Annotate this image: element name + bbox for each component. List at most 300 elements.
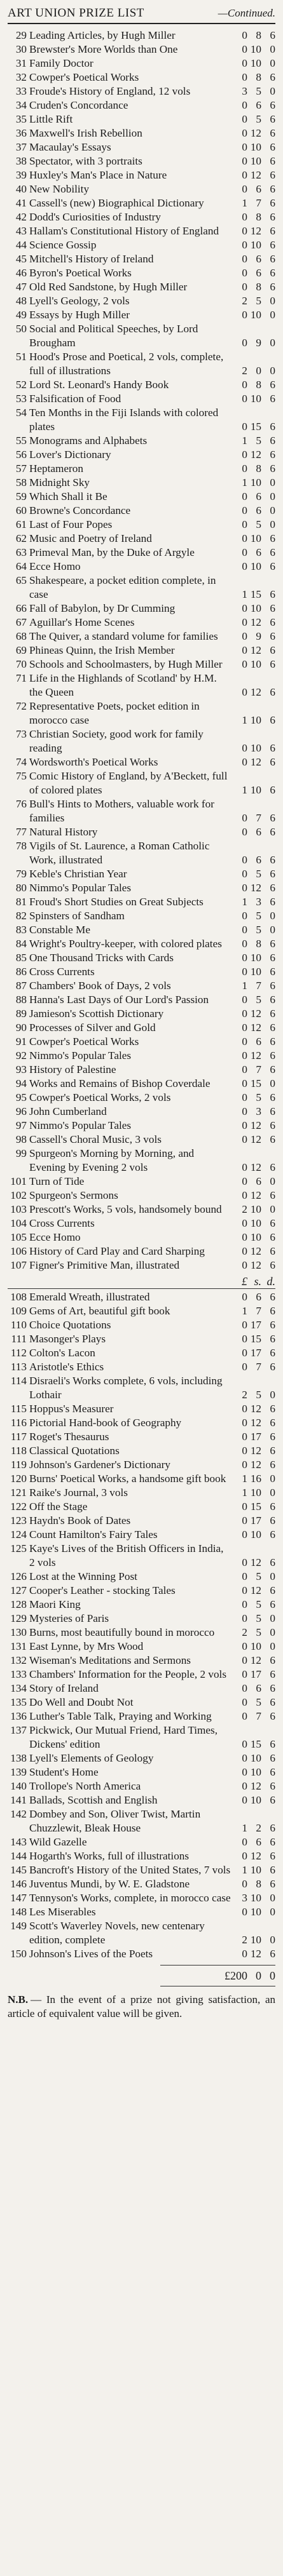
prize-item [8,266,275,280]
price-shillings: 8 [256,281,261,293]
price-shillings: 10 [250,155,261,167]
price-pounds: 0 [242,630,247,642]
price-pounds: 0 [242,421,247,433]
prize-item [8,839,275,867]
price-shillings: 5 [256,85,261,97]
price-pounds: 0 [242,490,247,502]
price-pounds: 0 [242,1077,247,1089]
price-shillings: 17 [250,1319,261,1331]
prize-item [8,1203,275,1217]
prize-item [8,1472,275,1486]
price-pence: 6 [270,253,275,265]
pence-column-header: d. [266,1275,275,1288]
prize-number: 104 [10,1217,27,1229]
price-pounds: 0 [242,169,247,181]
prize-item [8,462,275,476]
price-pence: 6 [270,1500,275,1513]
price-shillings: 12 [250,1259,261,1271]
price-pence: 0 [270,490,275,502]
prize-title: Spectator, with 3 portraits [29,155,142,167]
prize-item [8,182,275,196]
price-pounds: 0 [242,1836,247,1848]
prize-title: Hallam's Constitutional History of England [29,225,219,237]
prize-number: 116 [10,1417,27,1429]
prize-item [8,951,275,965]
price-shillings: 5 [256,518,261,530]
price-pounds: 0 [242,1319,247,1331]
price-pounds: 0 [242,1598,247,1610]
price-shillings: 12 [250,1022,261,1034]
price-pence: 6 [270,630,275,642]
price-pence: 0 [270,476,275,489]
prize-item [8,630,275,644]
prize-number: 136 [10,1710,27,1722]
prize-item [8,1304,275,1318]
price-pence: 6 [270,1445,275,1457]
pounds-column-header: £ [242,1275,247,1288]
price-pence: 6 [270,1417,275,1429]
prize-title: Which Shall it Be [29,490,107,502]
price-pence: 6 [270,602,275,614]
price-pounds: 0 [242,1850,247,1862]
price-shillings: 8 [256,379,261,391]
prize-number: 149 [10,1920,27,1932]
price-pounds: 0 [242,379,247,391]
prize-number: 74 [15,756,27,768]
price-pence: 6 [270,784,275,796]
prize-title: Midnight Sky [29,476,90,489]
prize-title: Wild Gazelle [29,1836,87,1848]
prize-item [8,434,275,448]
price-pounds: 0 [242,281,247,293]
price-shillings: 16 [250,1473,261,1485]
prize-number: 39 [15,169,27,181]
prize-number: 67 [15,616,27,628]
prize-item [8,1374,275,1402]
price-pounds: 0 [242,113,247,125]
price-pounds: 0 [242,1347,247,1359]
prize-number: 123 [10,1514,27,1527]
prize-number: 145 [10,1864,27,1876]
prize-item [8,1668,275,1682]
price-pounds: 0 [242,812,247,824]
prize-item [8,210,275,224]
total-pence: 0 [270,1969,275,1982]
prize-title: Social and Political Speeches, by Lord Brougham [29,323,198,349]
price-pence: 6 [270,1361,275,1373]
price-pounds: 2 [242,1934,247,1946]
prize-number: 65 [15,574,27,586]
price-pence: 0 [270,1934,275,1946]
price-pence: 6 [270,448,275,461]
prize-item [8,1077,275,1091]
price-pence: 6 [270,462,275,475]
prize-item [8,294,275,308]
price-pence: 0 [270,309,275,321]
prize-title: Cassell's (new) Biographical Dictionary [29,197,204,209]
price-pence: 6 [270,1333,275,1345]
prize-title: Lord St. Leonard's Handy Book [29,379,169,391]
price-pence: 6 [270,71,275,83]
price-pence: 6 [270,1403,275,1415]
price-shillings: 10 [250,1217,261,1229]
price-pounds: 1 [242,1473,247,1485]
price-pounds: 0 [242,29,247,41]
price-pence: 6 [270,197,275,209]
price-pounds: 2 [242,295,247,307]
price-pence: 6 [270,994,275,1006]
price-shillings: 6 [256,1682,261,1694]
prize-title: Heptameron [29,462,83,475]
price-shillings: 10 [250,393,261,405]
price-shillings: 5 [256,994,261,1006]
price-shillings: 6 [256,183,261,195]
price-pounds: 0 [242,1794,247,1806]
price-pounds: 0 [242,658,247,670]
prize-item [8,1021,275,1035]
price-pence: 6 [270,1049,275,1062]
prize-title: Browne's Concordance [29,504,131,516]
price-shillings: 12 [250,1780,261,1792]
prize-title: Roget's Thesaurus [29,1431,109,1443]
prize-number: 143 [10,1836,27,1848]
prize-title: Pickwick, Our Mutual Friend, Hard Times, Dickens' edition [29,1724,217,1750]
price-shillings: 5 [256,435,261,447]
price-pounds: 0 [242,854,247,866]
price-pence: 0 [270,1487,275,1499]
price-shillings: 12 [250,644,261,656]
price-shillings: 5 [256,1091,261,1103]
total-pounds: £200 [224,1969,247,1982]
price-pence: 6 [270,1766,275,1778]
prize-number: 75 [15,770,27,782]
price-pounds: 0 [242,504,247,516]
prize-number: 41 [15,197,27,209]
prize-title: Cowper's Poetical Works [29,1035,139,1048]
prize-item [8,546,275,560]
prize-number: 48 [15,295,27,307]
price-pounds: 0 [242,560,247,572]
prize-item [8,126,275,140]
price-pence: 6 [270,225,275,237]
prize-title: Cowper's Poetical Works [29,71,139,83]
prize-title: Comic History of England, by A'Beckett, full of colored plates [29,770,228,796]
prize-item [8,476,275,490]
price-pounds: 0 [242,1752,247,1764]
prize-item [8,1612,275,1626]
price-shillings: 10 [250,784,261,796]
prize-item [8,322,275,350]
prize-item [8,895,275,909]
price-pence: 6 [270,155,275,167]
prize-number: 54 [15,407,27,419]
prize-number: 47 [15,281,27,293]
price-shillings: 10 [250,1528,261,1541]
prize-number: 117 [10,1431,27,1443]
price-pence: 6 [270,756,275,768]
price-pence: 6 [270,211,275,223]
prize-number: 89 [15,1008,27,1020]
price-pence: 6 [270,1822,275,1834]
prize-item [8,1584,275,1598]
price-shillings: 6 [256,267,261,279]
prize-number: 115 [10,1403,27,1415]
prize-item [8,727,275,755]
prize-item [8,755,275,769]
prize-item [8,699,275,727]
prize-number: 58 [15,476,27,489]
price-pence: 6 [270,141,275,153]
price-pence: 6 [270,616,275,628]
prize-item [8,1528,275,1542]
prize-number: 56 [15,448,27,461]
prize-title: Little Rift [29,113,73,125]
price-pence: 6 [270,1738,275,1750]
price-pounds: 0 [242,1063,247,1076]
price-pence: 6 [270,980,275,992]
prize-item [8,1063,275,1077]
prize-number: 122 [10,1500,27,1513]
price-pounds: 0 [242,1217,247,1229]
prize-title: Ballads, Scottish and English [29,1794,158,1806]
prize-title: Raike's Journal, 3 vols [29,1487,128,1499]
price-pounds: 0 [242,952,247,964]
prize-title: Bull's Hints to Mothers, valuable work for families [29,798,214,824]
prize-title: Ten Months in the Fiji Islands with colored plates [29,407,219,433]
price-pence: 6 [270,1119,275,1131]
price-pounds: 0 [242,1906,247,1918]
price-pounds: 0 [242,938,247,950]
price-shillings: 10 [250,57,261,69]
price-pounds: 2 [242,1389,247,1401]
prize-title: Music and Poetry of Ireland [29,532,152,544]
price-pence: 6 [270,393,275,405]
prize-title: Disraeli's Works complete, 6 vols, including Lothair [29,1375,223,1401]
price-pounds: 0 [242,994,247,1006]
price-pence: 0 [270,1570,275,1582]
prize-item [8,140,275,154]
price-pounds: 0 [242,462,247,475]
prize-item [8,154,275,168]
price-pence: 6 [270,952,275,964]
price-shillings: 3 [256,896,261,908]
prize-number: 85 [15,952,27,964]
prize-item [8,29,275,43]
prize-list-part-1 [8,29,275,1272]
prize-number: 87 [15,980,27,992]
price-shillings: 7 [256,197,261,209]
prize-number: 80 [15,882,27,894]
price-pence: 0 [270,518,275,530]
prize-title: Maori King [29,1598,81,1610]
prize-number: 71 [15,672,27,684]
prize-item [8,1542,275,1570]
prize-number: 73 [15,728,27,740]
price-pounds: 0 [242,1948,247,1960]
prize-number: 78 [15,840,27,852]
prize-title: Nimmo's Popular Tales [29,1049,132,1062]
prize-title: Leading Articles, by Hugh Miller [29,29,176,41]
price-pence: 6 [270,435,275,447]
prize-item [8,490,275,504]
price-pence: 0 [270,43,275,55]
price-pounds: 0 [242,1333,247,1345]
prize-item [8,1360,275,1374]
prize-number: 137 [10,1724,27,1736]
price-pence: 6 [270,1305,275,1317]
prize-item [8,1346,275,1360]
prize-item [8,1133,275,1147]
prize-item [8,1244,275,1258]
prize-title: Phineas Quinn, the Irish Member [29,644,175,656]
price-pounds: 0 [242,742,247,754]
price-pence: 6 [270,532,275,544]
prize-item [8,1514,275,1528]
prize-title: Essays by Hugh Miller [29,309,130,321]
price-pounds: 0 [242,99,247,111]
price-pence: 6 [270,588,275,600]
price-shillings: 6 [256,854,261,866]
prize-title: Ecce Homo [29,560,81,572]
prize-number: 95 [15,1091,27,1103]
prize-title: Burns' Poetical Works, a handsome gift book [29,1473,226,1485]
footnote [8,1993,275,2021]
price-shillings: 12 [250,127,261,139]
price-shillings: 12 [250,1049,261,1062]
prize-item [8,518,275,532]
price-pounds: 0 [242,518,247,530]
price-pounds: 0 [242,1105,247,1117]
price-shillings: 10 [250,1766,261,1778]
prize-number: 148 [10,1906,27,1918]
prize-title: Keble's Christian Year [29,868,127,880]
prize-title: Lyell's Geology, 2 vols [29,295,130,307]
prize-number: 70 [15,658,27,670]
price-shillings: 5 [256,1570,261,1582]
price-shillings: 10 [250,1203,261,1215]
prize-item [8,1458,275,1472]
price-pence: 6 [270,183,275,195]
price-pence: 0 [270,1203,275,1215]
price-pence: 0 [270,295,275,307]
price-pounds: 0 [242,1175,247,1187]
price-pounds: 0 [242,1612,247,1624]
prize-title: Gems of Art, beautiful gift book [29,1305,170,1317]
prize-item [8,602,275,616]
prize-number: 33 [15,85,27,97]
price-shillings: 15 [250,1333,261,1345]
prize-item [8,406,275,434]
prize-item [8,1835,275,1849]
price-shillings: 10 [250,560,261,572]
price-shillings: 12 [250,1445,261,1457]
prize-number: 146 [10,1878,27,1890]
prize-item [8,1402,275,1416]
prize-title: Kaye's Lives of the British Officers in India, 2 vols [29,1542,224,1568]
price-pounds: 2 [242,365,247,377]
price-pence: 6 [270,267,275,279]
price-pounds: 0 [242,183,247,195]
price-pounds: 0 [242,1361,247,1373]
prize-item [8,867,275,881]
prize-item [8,671,275,699]
prize-number: 43 [15,225,27,237]
price-shillings: 7 [256,1305,261,1317]
price-pence: 0 [270,1892,275,1904]
price-pence: 0 [270,337,275,349]
prize-number: 59 [15,490,27,502]
prize-number: 69 [15,644,27,656]
price-pence: 6 [270,1836,275,1848]
prize-number: 102 [10,1189,27,1201]
prize-item [8,168,275,182]
price-pence: 6 [270,868,275,880]
prize-number: 57 [15,462,27,475]
price-pence: 6 [270,1556,275,1568]
prize-item [8,1905,275,1919]
price-shillings: 5 [256,1612,261,1624]
price-pounds: 0 [242,309,247,321]
prize-item [8,504,275,518]
prize-number: 44 [15,239,27,251]
price-pounds: 0 [242,211,247,223]
price-shillings: 10 [250,532,261,544]
prize-title: Mysteries of Paris [29,1612,109,1624]
price-pounds: 0 [242,910,247,922]
prize-item [8,224,275,238]
price-shillings: 12 [250,1161,261,1173]
prize-title: Science Gossip [29,239,97,251]
prize-number: 77 [15,826,27,838]
price-shillings: 12 [250,1008,261,1020]
prize-title: Old Red Sandstone, by Hugh Miller [29,281,188,293]
prize-number: 93 [15,1063,27,1076]
prize-number: 34 [15,99,27,111]
price-shillings: 3 [256,1105,261,1117]
price-shillings: 10 [250,1640,261,1652]
prize-item [8,644,275,657]
price-pounds: 0 [242,127,247,139]
prize-item [8,1217,275,1231]
price-pounds: 0 [242,1570,247,1582]
shillings-column-header: s. [254,1275,261,1288]
price-pence: 6 [270,1217,275,1229]
price-pounds: 0 [242,532,247,544]
price-shillings: 5 [256,295,261,307]
price-pounds: 1 [242,714,247,726]
price-shillings: 10 [250,1231,261,1243]
total-rule-top [160,1965,275,1966]
prize-number: 62 [15,532,27,544]
prize-title: Spurgeon's Morning by Morning, and Evening by Evening 2 vols [29,1147,195,1173]
price-shillings: 10 [250,966,261,978]
prize-number: 127 [10,1584,27,1596]
price-pounds: 0 [242,756,247,768]
prize-number: 83 [15,924,27,936]
prize-title: Lyell's Elements of Geology [29,1752,154,1764]
price-pounds: 0 [242,1682,247,1694]
price-pence: 6 [270,421,275,433]
price-shillings: 12 [250,1948,261,1960]
price-shillings: 10 [250,952,261,964]
price-pence: 0 [270,1473,275,1485]
price-shillings: 6 [256,546,261,558]
prize-title: Story of Ireland [29,1682,99,1694]
prize-number: 86 [15,966,27,978]
price-shillings: 12 [250,616,261,628]
prize-number: 90 [15,1022,27,1034]
prize-number: 99 [15,1147,27,1159]
